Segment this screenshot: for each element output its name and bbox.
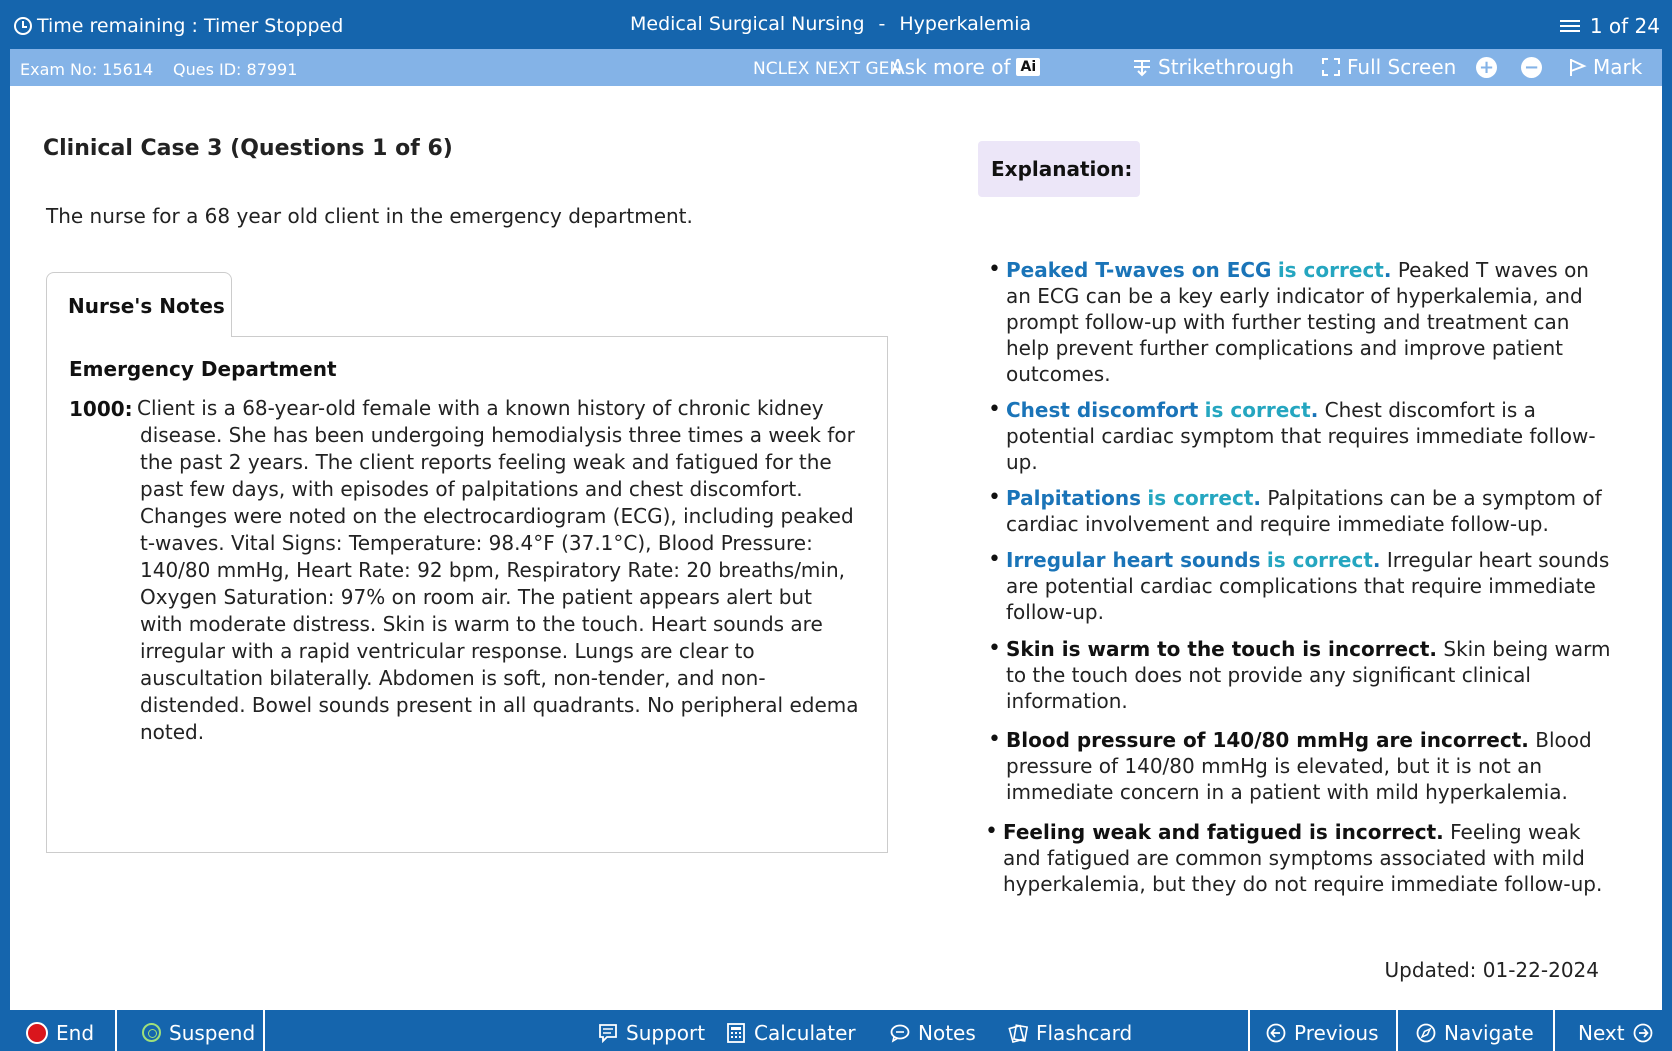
item-verdict: is correct bbox=[1204, 398, 1311, 422]
stop-icon bbox=[26, 1022, 48, 1044]
item-text: Blood pressure of 140/80 mmHg is elevated, but it is not an immediate concern in a patient with mild hyperkalemia. bbox=[1006, 728, 1592, 804]
suspend-label: Suspend bbox=[169, 1020, 256, 1045]
clock-icon bbox=[14, 17, 32, 35]
notes-button[interactable] bbox=[890, 1010, 976, 1051]
item-text: Irregular heart sounds are potential cardiac complications that require immediate follow-up. bbox=[1006, 548, 1610, 624]
flashcard-label: Flashcard bbox=[1036, 1020, 1133, 1045]
note-time: 1000: bbox=[69, 397, 133, 421]
item-verdict: is correct bbox=[1147, 486, 1254, 510]
zoom-out-icon[interactable]: − bbox=[1521, 57, 1542, 78]
exam-number: Exam No: 15614 bbox=[20, 60, 154, 79]
subject-title: Medical Surgical Nursing bbox=[630, 13, 865, 35]
case-title: Clinical Case 3 (Questions 1 of 6) bbox=[43, 136, 453, 161]
next-label: Next bbox=[1578, 1020, 1625, 1045]
timer bbox=[14, 15, 343, 37]
divider bbox=[1248, 1010, 1250, 1051]
chat-bubble-icon bbox=[890, 1023, 910, 1043]
calculator-label: Calculater bbox=[754, 1020, 856, 1045]
previous-label: Previous bbox=[1294, 1020, 1379, 1045]
bottom-bar bbox=[0, 1010, 1672, 1051]
ask-ai-button[interactable] bbox=[891, 55, 1040, 79]
explanation-item: • Palpitations is correct. Palpitations can be a symptom of cardiac involvement and require immediate follow-up. bbox=[1006, 485, 1616, 537]
fullscreen-icon bbox=[1321, 57, 1341, 77]
support-icon bbox=[598, 1023, 618, 1043]
strikethrough-label: Strikethrough bbox=[1158, 55, 1295, 79]
explanation-label: Explanation: bbox=[991, 157, 1133, 181]
case-intro: The nurse for a 68 year old client in the emergency department. bbox=[46, 204, 693, 228]
item-text: Peaked T waves on an ECG can be a key early indicator of hyperkalemia, and prompt follow-up with further testing and treatment can help prevent further complications and improve patient outcomes. bbox=[1006, 258, 1589, 386]
item-term: Palpitations bbox=[1006, 486, 1141, 510]
explanation-item bbox=[1003, 819, 1616, 897]
notes-section-title: Emergency Department bbox=[69, 357, 337, 381]
divider bbox=[1396, 1010, 1398, 1051]
item-text: Feeling weak and fatigued are common symptoms associated with mild hyperkalemia, but they do not require immediate follow-up. bbox=[1003, 820, 1603, 896]
flashcard-icon bbox=[1008, 1023, 1028, 1043]
nurses-notes-panel bbox=[46, 336, 888, 853]
question-id: Ques ID: 87991 bbox=[173, 60, 298, 79]
title-separator: - bbox=[878, 13, 886, 35]
item-verdict: is correct bbox=[1277, 258, 1384, 282]
full-screen-button[interactable] bbox=[1321, 55, 1456, 79]
zoom-in-icon[interactable]: + bbox=[1476, 57, 1497, 78]
item-term: Skin is warm to the touch is incorrect. bbox=[1006, 637, 1438, 661]
page-title bbox=[630, 13, 1031, 35]
calculator-icon bbox=[726, 1023, 746, 1043]
full-screen-label: Full Screen bbox=[1347, 55, 1457, 79]
arrow-right-icon bbox=[1633, 1023, 1653, 1043]
item-text: Skin being warm to the touch does not provide any significant clinical information. bbox=[1006, 637, 1611, 713]
main-content bbox=[10, 86, 1662, 1010]
note-text: Client is a 68-year-old female with a known history of chronic kidney disease. She has been undergoing hemodialysis three times a week for the past 2 years. The client reports feeling weak and fatigued for the past few days, with episodes of palpitations and chest discomfort. Changes were noted on the electrocardiogram (ECG), including peaked t-waves. Vital Signs: Temperature: 98.4°F (37.1°C), Blood Pressure: 140/80 mmHg, Heart Rate: 92 bpm, Respiratory Rate: 20 breaths/min, Oxygen Saturation: 97% on room air. The patient appears alert but with moderate distress. Skin is warm to the touch. Heart sounds are irregular with a rapid ventricular response. Lungs are clear to auscultation bilaterally. Abdomen is soft, non-tender, and non-distended. Bowel sounds present in all quadrants. No peripheral edema noted. bbox=[137, 396, 859, 744]
calculator-button[interactable] bbox=[726, 1010, 856, 1051]
question-counter-text: 1 of 24 bbox=[1589, 14, 1660, 38]
toolbar bbox=[10, 49, 1662, 86]
suspend-button[interactable] bbox=[142, 1010, 255, 1051]
item-term: Feeling weak and fatigued is incorrect. bbox=[1003, 820, 1444, 844]
item-text: Palpitations can be a symptom of cardiac involvement and require immediate follow-up. bbox=[1006, 486, 1602, 536]
tab-label: Nurse's Notes bbox=[68, 294, 225, 318]
item-term: Blood pressure of 140/80 mmHg are incorrect. bbox=[1006, 728, 1529, 752]
explanation-item bbox=[1006, 636, 1616, 714]
ai-icon: Ai bbox=[1016, 58, 1040, 76]
previous-button[interactable] bbox=[1266, 1010, 1379, 1051]
explanation-item: • Peaked T-waves on ECG is correct. Peaked T waves on an ECG can be a key early indicator of hyperkalemia, and prompt follow-up with further testing and treatment can help prevent further complications and improve patient outcomes. bbox=[1006, 257, 1616, 387]
strikethrough-icon bbox=[1132, 57, 1152, 77]
mark-label: Mark bbox=[1593, 55, 1643, 79]
timer-text: Time remaining : Timer Stopped bbox=[37, 15, 344, 37]
notes-label: Notes bbox=[918, 1020, 976, 1045]
topic-title: Hyperkalemia bbox=[899, 13, 1032, 35]
explanation-item: • Irregular heart sounds is correct. Irregular heart sounds are potential cardiac complications that require immediate follow-up. bbox=[1006, 547, 1616, 625]
explanation-item bbox=[1006, 727, 1616, 805]
exam-mode-label: NCLEX NEXT GEN bbox=[753, 59, 903, 79]
end-label: End bbox=[56, 1020, 95, 1045]
support-button[interactable] bbox=[598, 1010, 705, 1051]
item-verdict: is correct bbox=[1266, 548, 1373, 572]
navigate-button[interactable] bbox=[1416, 1010, 1534, 1051]
next-button[interactable] bbox=[1578, 1010, 1653, 1051]
item-term: Peaked T-waves on ECG bbox=[1006, 258, 1272, 282]
arrow-left-icon bbox=[1266, 1023, 1286, 1043]
suspend-icon bbox=[142, 1023, 161, 1042]
strikethrough-button[interactable] bbox=[1132, 55, 1294, 79]
top-bar bbox=[0, 0, 1672, 49]
question-counter bbox=[1560, 14, 1660, 38]
navigate-label: Navigate bbox=[1444, 1020, 1534, 1045]
updated-date: Updated: 01-22-2024 bbox=[1384, 958, 1599, 982]
explanation-heading bbox=[978, 141, 1140, 197]
question-list-icon[interactable] bbox=[1560, 19, 1580, 33]
divider bbox=[263, 1010, 265, 1051]
item-term: Irregular heart sounds bbox=[1006, 548, 1261, 572]
tab-nurses-notes[interactable] bbox=[46, 272, 232, 337]
flashcard-button[interactable] bbox=[1008, 1010, 1132, 1051]
compass-icon bbox=[1416, 1023, 1436, 1043]
flag-icon bbox=[1567, 57, 1587, 77]
divider bbox=[1553, 1010, 1555, 1051]
divider bbox=[115, 1010, 117, 1051]
end-button[interactable] bbox=[26, 1010, 94, 1051]
mark-button[interactable] bbox=[1567, 55, 1642, 79]
explanation-list bbox=[1003, 257, 1616, 907]
ask-ai-label: Ask more of bbox=[891, 55, 1011, 79]
item-term: Chest discomfort bbox=[1006, 398, 1199, 422]
item-text: Chest discomfort is a potential cardiac symptom that requires immediate follow-up. bbox=[1006, 398, 1596, 474]
explanation-item: • Chest discomfort is correct. Chest discomfort is a potential cardiac symptom that requires immediate follow-up. bbox=[1006, 397, 1616, 475]
support-label: Support bbox=[626, 1020, 706, 1045]
